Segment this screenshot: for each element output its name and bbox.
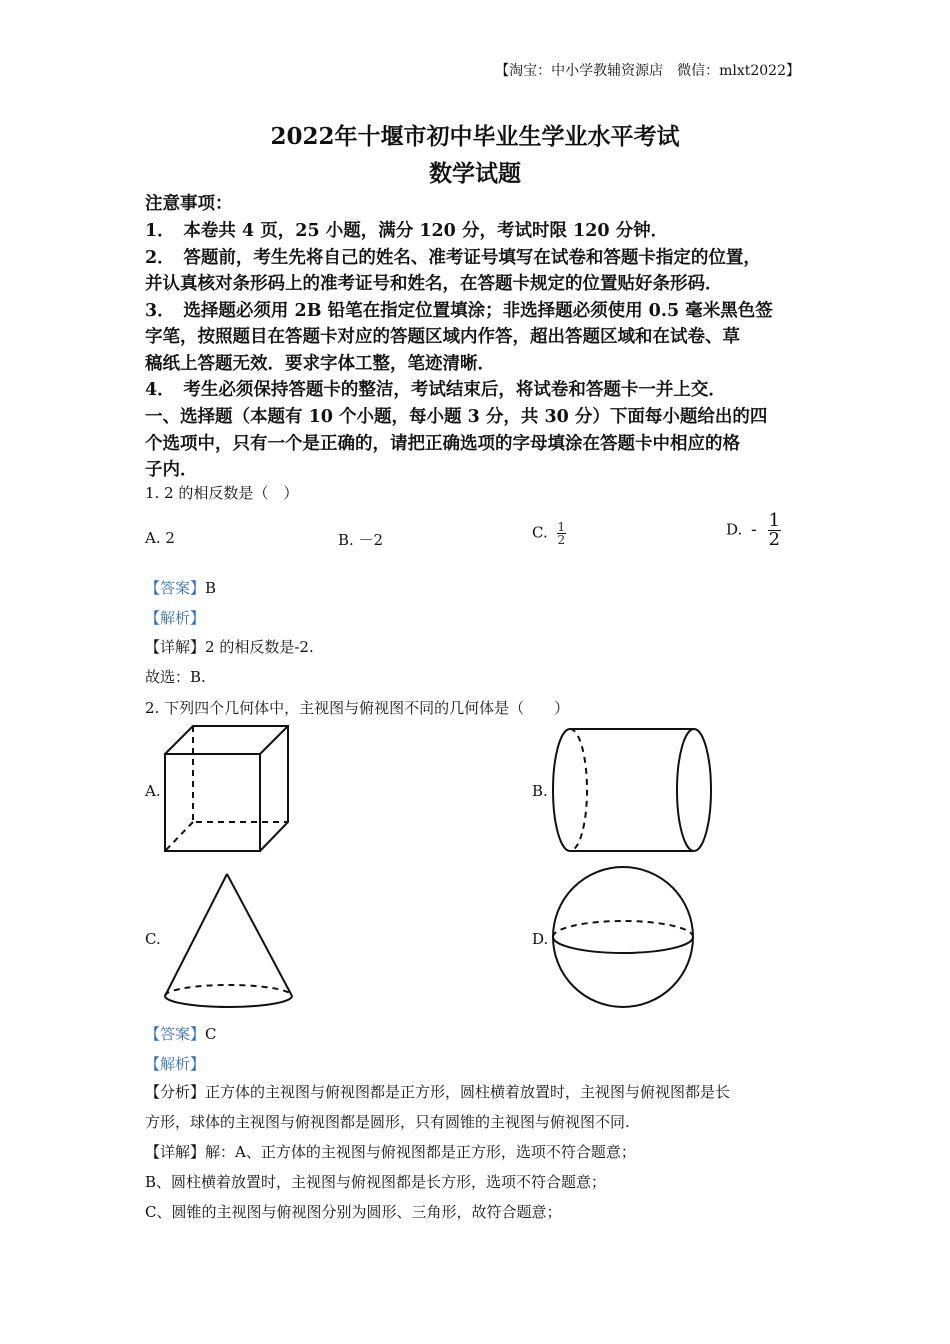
page-subtitle: 数学试题 — [429, 160, 521, 187]
header-note: 【淘宝：中小学教辅资源店 微信：mlxt2022】 — [495, 63, 800, 79]
q1-option-d-sign: - — [751, 519, 757, 540]
cone-figure — [160, 868, 300, 1008]
section-heading: 子内． — [145, 460, 198, 480]
detail-tag: 【详解】 — [145, 638, 206, 656]
q1-option-c-fraction — [557, 521, 567, 546]
q1-option-d — [726, 512, 781, 549]
notice-line: 稿纸上答题无效．要求字体工整，笔迹清晰． — [145, 354, 495, 374]
q1-option-a: A. 2 — [145, 529, 175, 547]
q1-option-d-fraction — [768, 512, 781, 549]
notice-heading: 注意事项： — [145, 194, 233, 214]
q1-stem: 1. 2 的相反数是（ ） — [145, 484, 299, 502]
answer-tag: 【答案】 — [145, 1025, 206, 1043]
cone-right-edge — [227, 874, 292, 996]
cone-base-back — [165, 985, 292, 996]
cone-base-front — [165, 996, 292, 1007]
section-heading: 一、选择题（本题有 10 个小题，每小题 3 分，共 30 分）下面每小题给出的四 — [145, 407, 768, 427]
answer-value: C — [205, 1025, 217, 1043]
q2-option-d-label: D. — [532, 930, 549, 948]
cube-hidden-edge — [165, 822, 193, 851]
q2-analysis-tag: 【解析】 — [145, 1055, 206, 1073]
sphere-equator-front — [553, 937, 693, 953]
q1-analysis-tag: 【解析】 — [145, 609, 206, 627]
q1-option-b: B. －2 — [338, 531, 384, 549]
q2-detail — [145, 1141, 636, 1162]
cylinder-hidden-edge — [570, 729, 587, 851]
sphere-equator-back — [553, 921, 693, 937]
cube-figure — [160, 722, 290, 852]
notice-line: 字笔，按照题目在答题卡对应的答题区域内作答，超出答题区域和在试卷、草 — [145, 327, 740, 347]
q1-option-c — [532, 521, 566, 546]
answer-tag: 【答案】 — [145, 579, 206, 597]
q2-detail-line3: C、圆锥的主视图与俯视图分别为圆形、三角形，故符合题意； — [145, 1203, 562, 1221]
q2-fenxi-line2: 方形，球体的主视图与俯视图都是圆形，只有圆锥的主视图与俯视图不同. — [145, 1113, 630, 1131]
notice-line: 4． 考生必须保持答题卡的整洁，考试结束后，将试卷和答题卡一并上交． — [145, 380, 726, 400]
detail-text: 解：A、正方体的主视图与俯视图都是正方形，选项不符合题意； — [205, 1143, 636, 1161]
fraction-numerator: 1 — [557, 520, 566, 534]
sphere-outline — [553, 867, 693, 1007]
q1-option-d-label: D. — [726, 520, 743, 539]
q2-detail-line2: B、圆柱横着放置时，主视图与俯视图都是长方形，选项不符合题意； — [145, 1173, 607, 1191]
q1-detail — [145, 636, 314, 657]
q2-option-c-label: C. — [145, 930, 161, 948]
q1-choose: 故选：B. — [145, 668, 206, 686]
q1-option-c-label: C. — [532, 523, 548, 542]
q2-stem: 2. 下列四个几何体中，主视图与俯视图不同的几何体是（ ） — [145, 699, 570, 717]
cube-edge — [260, 726, 288, 754]
answer-value: B — [205, 579, 217, 597]
detail-text: 2 的相反数是-2. — [205, 638, 314, 656]
fraction-denominator: 2 — [768, 529, 781, 550]
page-title: 2022年十堰市初中毕业生学业水平考试 — [270, 123, 680, 150]
notice-line: 1． 本卷共 4 页，25 小题，满分 120 分，考试时限 120 分钟． — [145, 221, 669, 241]
section-heading: 个选项中，只有一个是正确的，请把正确选项的字母填涂在答题卡中相应的格 — [145, 434, 740, 454]
q2-answer — [145, 1023, 217, 1044]
cylinder-figure — [548, 725, 718, 855]
notice-line: 3． 选择题必须用 2B 铅笔在指定位置填涂；非选择题必须使用 0.5 毫米黑色签 — [145, 301, 773, 321]
q2-option-a-label: A. — [145, 782, 161, 800]
fraction-numerator: 1 — [768, 510, 781, 531]
fraction-denominator: 2 — [557, 533, 566, 547]
detail-tag: 【详解】 — [145, 1143, 206, 1161]
notice-line: 并认真核对条形码上的准考证号和姓名，在答题卡规定的位置贴好条形码． — [145, 274, 723, 294]
cube-front-face — [165, 754, 260, 851]
fenxi-text: 正方体的主视图与俯视图都是正方形，圆柱横着放置时，主视图与俯视图都是长 — [205, 1083, 731, 1101]
sphere-figure — [548, 862, 698, 1012]
q2-option-b-label: B. — [532, 782, 548, 800]
q2-fenxi — [145, 1081, 730, 1102]
cylinder-right-end — [677, 729, 711, 851]
q1-answer — [145, 577, 216, 598]
notice-line: 2． 答题前，考生先将自己的姓名、准考证号填写在试卷和答题卡指定的位置， — [145, 248, 761, 268]
fenxi-tag: 【分析】 — [145, 1083, 206, 1101]
cone-left-edge — [165, 874, 227, 996]
cylinder-left-end — [553, 729, 570, 851]
